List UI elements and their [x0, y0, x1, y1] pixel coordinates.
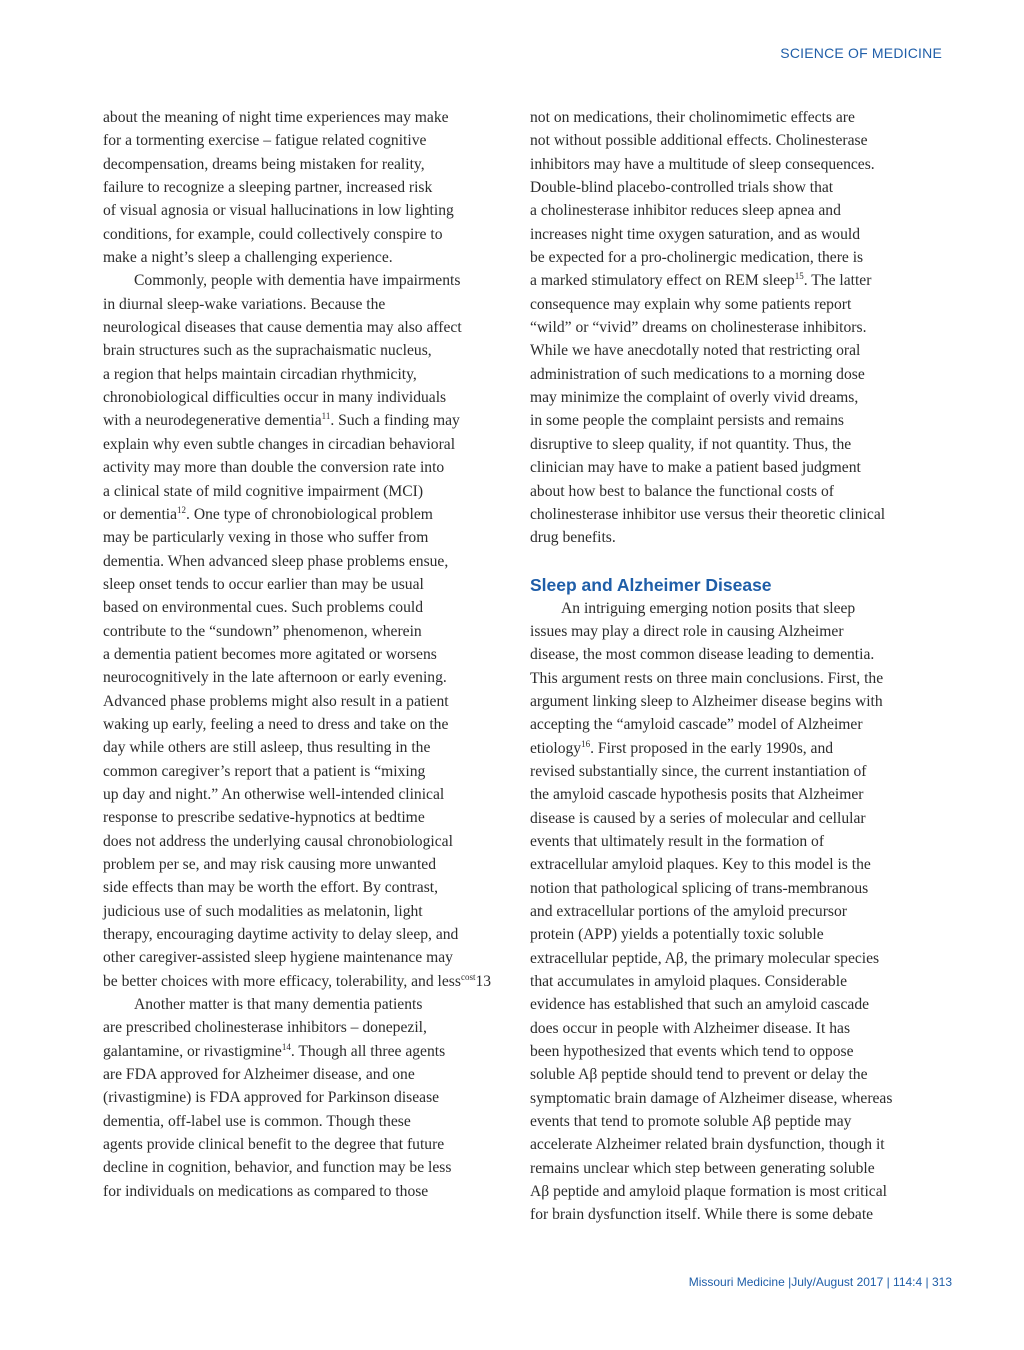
text-line: “wild” or “vivid” dreams on cholinesterase inhibitors.: [530, 319, 867, 337]
text-line: agents provide clinical benefit to the degree that future: [103, 1136, 445, 1154]
text-line: response to prescribe sedative-hypnotics at bedtime: [103, 809, 425, 827]
citation: 11: [321, 411, 331, 422]
page-footer: Missouri Medicine |July/August 2017 | 114:4 | 313: [688, 1275, 952, 1289]
text-line: a cholinesterase inhibitor reduces sleep apnea and: [530, 202, 841, 220]
text-line: a clinical state of mild cognitive impairment (MCI): [103, 482, 424, 500]
text-line: not on medications, their cholinomimetic effects are: [530, 109, 855, 126]
text-line: accelerate Alzheimer related brain dysfunction, though it: [530, 1136, 885, 1154]
text-line: does not address the underlying causal chronobiological: [103, 832, 453, 850]
text-line: judicious use of such modalities as melatonin, light: [103, 902, 423, 920]
text-line: chronobiological difficulties occur in many individuals: [103, 389, 447, 407]
right-column: [530, 106, 942, 1227]
text-line: administration of such medications to a morning dose: [530, 365, 865, 383]
text-line: based on environmental cues. Such problems could: [103, 599, 424, 617]
text-line: disease, the most common disease leading to dementia.: [530, 646, 875, 664]
text-line: or dementia$^{12}$. One type of chronobiological problem: [103, 504, 433, 523]
text-line: protein (APP) yields a potentially toxic soluble: [530, 926, 824, 944]
text-line: therapy, encouraging daytime activity to delay sleep, and: [103, 926, 459, 944]
text-line: extracellular amyloid plaques. Key to this model is the: [530, 856, 871, 874]
text-line: common caregiver’s report that a patient is “mixing: [103, 762, 426, 780]
text-line: not without possible additional effects. Cholinesterase: [530, 132, 868, 150]
section-header: SCIENCE OF MEDICINE: [780, 45, 942, 61]
text-line: argument linking sleep to Alzheimer disease begins with: [530, 692, 883, 710]
text-line: and extracellular portions of the amyloid precursor: [530, 903, 847, 920]
text-line: been hypothesized that events which tend to oppose: [530, 1043, 854, 1061]
text-line: consequence may explain why some patients report: [530, 295, 852, 313]
text-line: make a night’s sleep a challenging experience.: [103, 249, 393, 267]
citation: cost: [460, 971, 476, 982]
text-line: that accumulates in amyloid plaques. Considerable: [530, 973, 847, 991]
paragraph: [530, 597, 942, 1227]
text-line: disease is caused by a series of molecular and cellular: [530, 809, 866, 827]
text-line: activity may more than double the conversion rate into: [103, 459, 445, 477]
text-line: neurocognitively in the late afternoon or early evening.: [103, 669, 447, 687]
text-line: clinician may have to make a patient based judgment: [530, 459, 861, 477]
text-line: Commonly, people with dementia have impairments: [134, 272, 461, 290]
text-line: explain why even subtle changes in circadian behavioral: [103, 435, 456, 453]
text-line: may be particularly vexing in those who suffer from: [103, 529, 429, 547]
text-line: for individuals on medications as compared to those: [103, 1182, 429, 1200]
citation: 12: [177, 504, 187, 515]
text-line: a marked stimulatory effect on REM sleep$^{15}$. The latter: [530, 271, 872, 290]
text-line: Another matter is that many dementia patients: [134, 996, 423, 1014]
text-line: symptomatic brain damage of Alzheimer disease, whereas: [530, 1089, 893, 1107]
text-line: Aβ peptide and amyloid plaque formation is most critical: [530, 1183, 887, 1201]
section-heading: Sleep and Alzheimer Disease: [530, 574, 772, 595]
text-line: This argument rests on three main conclusions. First, the: [530, 669, 884, 687]
text-line: failure to recognize a sleeping partner, increased risk: [103, 179, 433, 197]
text-line: brain structures such as the suprachaismatic nucleus,: [103, 342, 432, 360]
text-line: a dementia patient becomes more agitated or worsens: [103, 645, 437, 663]
text-line: contribute to the “sundown” phenomenon, wherein: [103, 622, 422, 640]
text-line: dementia. When advanced sleep phase problems ensue,: [103, 552, 449, 570]
text-line: revised substantially since, the current instantiation of: [530, 762, 867, 780]
citation: 14: [281, 1041, 291, 1052]
text-line: etiology$^{16}$. First proposed in the early 1990s, and: [530, 738, 834, 757]
text-line: accepting the “amyloid cascade” model of Alzheimer: [530, 716, 863, 734]
text-line: may minimize the complaint of overly vivid dreams,: [530, 389, 859, 407]
text-line: extracellular peptide, Aβ, the primary molecular species: [530, 949, 880, 967]
text-line: with a neurodegenerative dementia$^{11}$. Such a finding may: [103, 411, 460, 430]
text-line: in some people the complaint persists and remains: [530, 412, 844, 430]
text-line: the amyloid cascade hypothesis posits that Alzheimer: [530, 786, 864, 804]
left-column: [103, 106, 513, 1203]
text-line: are FDA approved for Alzheimer disease, and one: [103, 1066, 415, 1084]
text-line: While we have anecdotally noted that restricting oral: [530, 342, 861, 360]
text-line: are prescribed cholinesterase inhibitors – donepezil,: [103, 1019, 427, 1037]
text-line: decompensation, dreams being mistaken for reality,: [103, 155, 425, 173]
text-line: remains unclear which step between generating soluble: [530, 1159, 875, 1177]
text-line: side effects than may be worth the effort. By contrast,: [103, 879, 439, 897]
text-line: about how best to balance the functional costs of: [530, 482, 834, 500]
text-line: dementia, off-label use is common. Though these: [103, 1112, 411, 1130]
text-line: Advanced phase problems might also result in a patient: [103, 692, 449, 710]
text-line: about the meaning of night time experiences may make: [103, 109, 449, 126]
text-line: inhibitors may have a multitude of sleep consequences.: [530, 155, 875, 173]
text-line: decline in cognition, behavior, and function may be less: [103, 1159, 452, 1177]
text-line: problem per se, and may risk causing more unwanted: [103, 856, 437, 873]
text-line: Double-blind placebo-controlled trials show that: [530, 179, 834, 197]
text-line: (rivastigmine) is FDA approved for Parkinson disease: [103, 1089, 440, 1107]
text-line: issues may play a direct role in causing Alzheimer: [530, 622, 844, 640]
text-line: increases night time oxygen saturation, and as would: [530, 225, 860, 243]
text-line: in diurnal sleep-wake variations. Because the: [103, 295, 386, 313]
text-line: cholinesterase inhibitor use versus their theoretic clinical: [530, 505, 886, 523]
text-line: for a tormenting exercise – fatigue related cognitive: [103, 132, 427, 150]
citation: 16: [581, 738, 591, 749]
paragraph: [103, 993, 513, 1203]
text-line: drug benefits.: [530, 529, 616, 547]
text-line: events that ultimately result in the formation of: [530, 832, 825, 850]
text-line: An intriguing emerging notion posits that sleep: [561, 599, 856, 617]
paragraph: [103, 269, 513, 993]
text-line: sleep onset tends to occur earlier than may be usual: [103, 575, 424, 593]
text-line: conditions, for example, could collectively conspire to: [103, 225, 443, 243]
text-line: a region that helps maintain circadian rhythmicity,: [103, 365, 417, 383]
text-line: disruptive to sleep quality, if not quantity. Thus, the: [530, 435, 852, 453]
text-line: does occur in people with Alzheimer disease. It has: [530, 1019, 851, 1037]
text-line: evidence has established that such an amyloid cascade: [530, 996, 870, 1014]
paragraph: [103, 106, 513, 269]
text-line: be better choices with more efficacy, tolerability, and less$^{cost}$13: [103, 971, 492, 990]
text-line: soluble Aβ peptide should tend to prevent or delay the: [530, 1066, 868, 1084]
text-line: neurological diseases that cause dementia may also affect: [103, 319, 462, 337]
text-line: for brain dysfunction itself. While there is some debate: [530, 1206, 874, 1224]
text-line: waking up early, feeling a need to dress and take on the: [103, 715, 449, 733]
text-line: of visual agnosia or visual hallucinations in low lighting: [103, 202, 454, 220]
text-line: be expected for a pro-cholinergic medication, there is: [530, 249, 864, 267]
text-line: notion that pathological splicing of trans-membranous: [530, 879, 869, 897]
text-line: events that tend to promote soluble Aβ peptide may: [530, 1113, 852, 1131]
paragraph: [530, 106, 942, 550]
text-line: galantamine, or rivastigmine$^{14}$. Though all three agents: [103, 1041, 446, 1060]
text-line: up day and night.” An otherwise well-intended clinical: [103, 785, 445, 803]
text-line: day while others are still asleep, thus resulting in the: [103, 739, 431, 757]
text-line: other caregiver-assisted sleep hygiene maintenance may: [103, 949, 453, 967]
citation: 15: [794, 271, 804, 282]
